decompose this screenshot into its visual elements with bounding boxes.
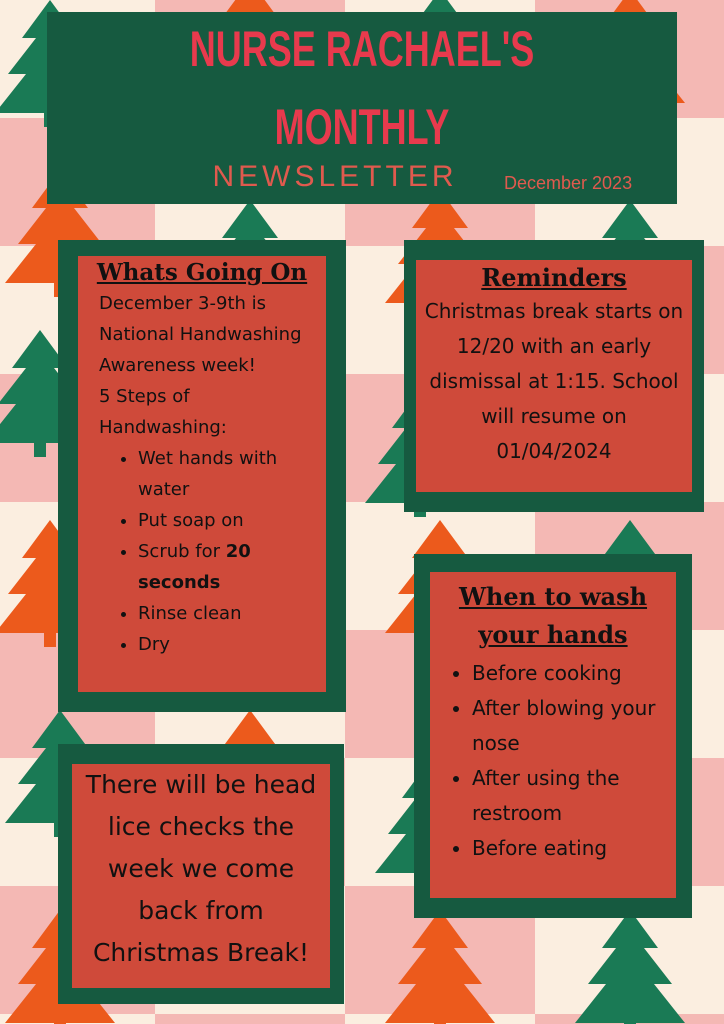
list-item: • After using the restroom — [472, 761, 676, 831]
handwashing-steps-list — [78, 443, 326, 660]
scrub-text: Scrub for — [138, 541, 226, 562]
list-item: • Before eating — [472, 831, 676, 866]
reminders-heading: Reminders — [481, 263, 627, 292]
list-item: • Put soap on — [138, 505, 326, 536]
lice-check-panel — [72, 764, 330, 988]
when-to-wash-heading: When to wash your hands — [458, 582, 648, 649]
title-line-1: NURSE RACHAEL'S — [189, 21, 535, 77]
list-item: • After blowing your nose — [472, 691, 676, 761]
newsletter-subtitle: NEWSLETTER — [212, 160, 458, 193]
scrub-duration: 20 seconds — [138, 541, 251, 593]
list-item: • Before cooking — [472, 656, 676, 691]
list-item: • Wet hands with water — [138, 443, 326, 505]
reminders-panel — [416, 260, 692, 492]
steps-title: 5 Steps of Handwashing: — [99, 386, 227, 438]
list-item: • Dry — [138, 629, 326, 660]
pink-check-tile — [155, 1014, 345, 1024]
handwashing-week-text: December 3-9th is National Handwashing Awareness week! — [99, 293, 302, 376]
reminders-text: Christmas break starts on 12/20 with an early dismissal at 1:15. School will resume on 01/04/2024 — [424, 299, 684, 463]
when-to-wash-card — [414, 554, 692, 918]
whats-going-on-body — [78, 288, 326, 443]
whats-going-on-heading: Whats Going On — [96, 259, 308, 286]
lice-check-text: There will be head lice checks the week we come back from Christmas Break! — [85, 770, 317, 967]
reminders-card — [404, 240, 704, 512]
issue-date: December 2023 — [504, 173, 633, 193]
when-to-wash-list — [430, 656, 676, 866]
when-to-wash-panel — [430, 572, 676, 898]
list-item — [138, 536, 326, 598]
whats-going-on-card — [58, 240, 346, 712]
list-item: • Rinse clean — [138, 598, 326, 629]
whats-going-on-panel — [78, 256, 326, 692]
christmas-tree-icon — [575, 910, 685, 1024]
title-line-2: MONTHLY — [274, 99, 450, 155]
lice-check-card — [58, 744, 344, 1004]
